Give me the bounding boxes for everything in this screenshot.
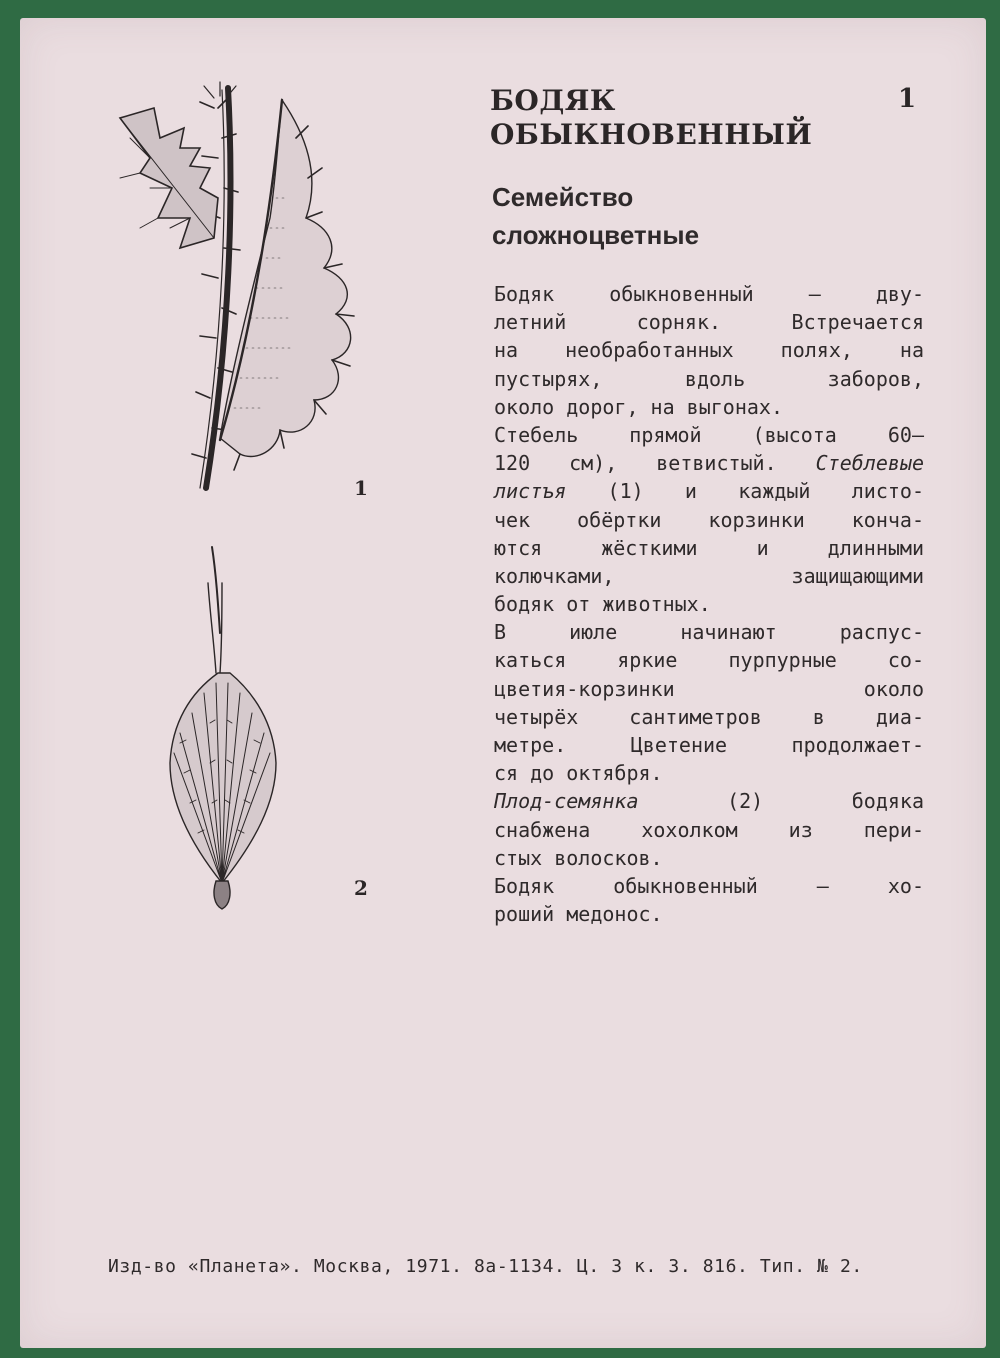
text-line bbox=[494, 449, 924, 477]
text-line bbox=[494, 731, 924, 759]
text-fragment: 120 см), ветвистый. bbox=[494, 451, 816, 476]
text-fragment: снабжена хохолком из пери- bbox=[494, 817, 924, 842]
text-line bbox=[494, 816, 924, 844]
text-line bbox=[494, 618, 924, 646]
text-line bbox=[494, 590, 924, 618]
text-line bbox=[494, 844, 924, 872]
family-line: Семейство bbox=[492, 182, 634, 212]
text-fragment: на необработанных полях, на bbox=[494, 338, 924, 363]
text-line bbox=[494, 365, 924, 393]
title-line: ОБЫКНОВЕННЫЙ bbox=[490, 118, 813, 151]
text-line bbox=[494, 675, 924, 703]
text-line bbox=[494, 646, 924, 674]
text-fragment: (1) и каждый листо- bbox=[566, 479, 924, 504]
title-line: БОДЯК bbox=[490, 84, 616, 117]
text-fragment: около дорог, на выгонах. bbox=[494, 394, 783, 419]
text-fragment-italic: Стеблевые bbox=[815, 451, 924, 476]
text-fragment: летний сорняк. Встречается bbox=[494, 310, 924, 335]
text-fragment: Бодяк обыкновенный — хо- bbox=[494, 873, 924, 898]
text-line bbox=[494, 872, 924, 900]
text-fragment: чек обёртки корзинки конча- bbox=[494, 507, 924, 532]
thistle-seed-illustration bbox=[160, 543, 290, 913]
text-line bbox=[494, 506, 924, 534]
text-fragment: цветия-корзинки около bbox=[494, 676, 924, 701]
text-line bbox=[494, 393, 924, 421]
figure-2-label: 2 bbox=[354, 876, 368, 900]
text-line bbox=[494, 477, 924, 505]
text-fragment: Стебель прямой (высота 60— bbox=[494, 422, 924, 447]
page-title bbox=[490, 84, 812, 152]
description-text bbox=[494, 280, 924, 928]
card-number: 1 bbox=[898, 84, 917, 114]
text-line bbox=[494, 759, 924, 787]
figure-1-label: 1 bbox=[354, 476, 368, 500]
plant-family bbox=[492, 178, 699, 254]
text-fragment: роший медонос. bbox=[494, 902, 663, 927]
text-fragment-italic: Плод-семянка bbox=[494, 789, 639, 814]
text-fragment: Бодяк обыкновенный — дву- bbox=[494, 282, 924, 306]
publisher-imprint: Изд-во «Планета». Москва, 1971. 8а-1134. Ц. 3 к. З. 816. Тип. № 2. bbox=[108, 1256, 863, 1277]
text-fragment: (2) бодяка bbox=[638, 789, 924, 814]
text-fragment: пустырях, вдоль заборов, bbox=[494, 366, 924, 391]
text-line bbox=[494, 336, 924, 364]
postcard bbox=[20, 18, 986, 1348]
text-fragment: ются жёсткими и длинными bbox=[494, 535, 924, 560]
text-line bbox=[494, 900, 924, 928]
thistle-leaf-illustration bbox=[110, 78, 370, 498]
text-line bbox=[494, 534, 924, 562]
text-fragment: метре. Цветение продолжает- bbox=[494, 733, 924, 757]
text-line bbox=[494, 787, 924, 815]
text-line bbox=[494, 562, 924, 590]
text-fragment-italic: листъя bbox=[494, 479, 567, 504]
text-fragment: каться яркие пурпурные со- bbox=[494, 648, 924, 673]
text-fragment: бодяк от животных. bbox=[494, 592, 711, 617]
text-fragment: В июле начинают распус- bbox=[494, 620, 924, 645]
text-fragment: четырёх сантиметров в диа- bbox=[494, 704, 924, 729]
text-fragment: ся до октября. bbox=[494, 761, 663, 786]
text-line bbox=[494, 703, 924, 731]
text-line bbox=[494, 308, 924, 336]
text-line bbox=[494, 280, 924, 308]
family-line: сложноцветные bbox=[492, 220, 700, 250]
text-fragment: колючками, защищающими bbox=[494, 563, 924, 588]
text-line bbox=[494, 421, 924, 449]
text-fragment: стых волосков. bbox=[494, 845, 663, 870]
